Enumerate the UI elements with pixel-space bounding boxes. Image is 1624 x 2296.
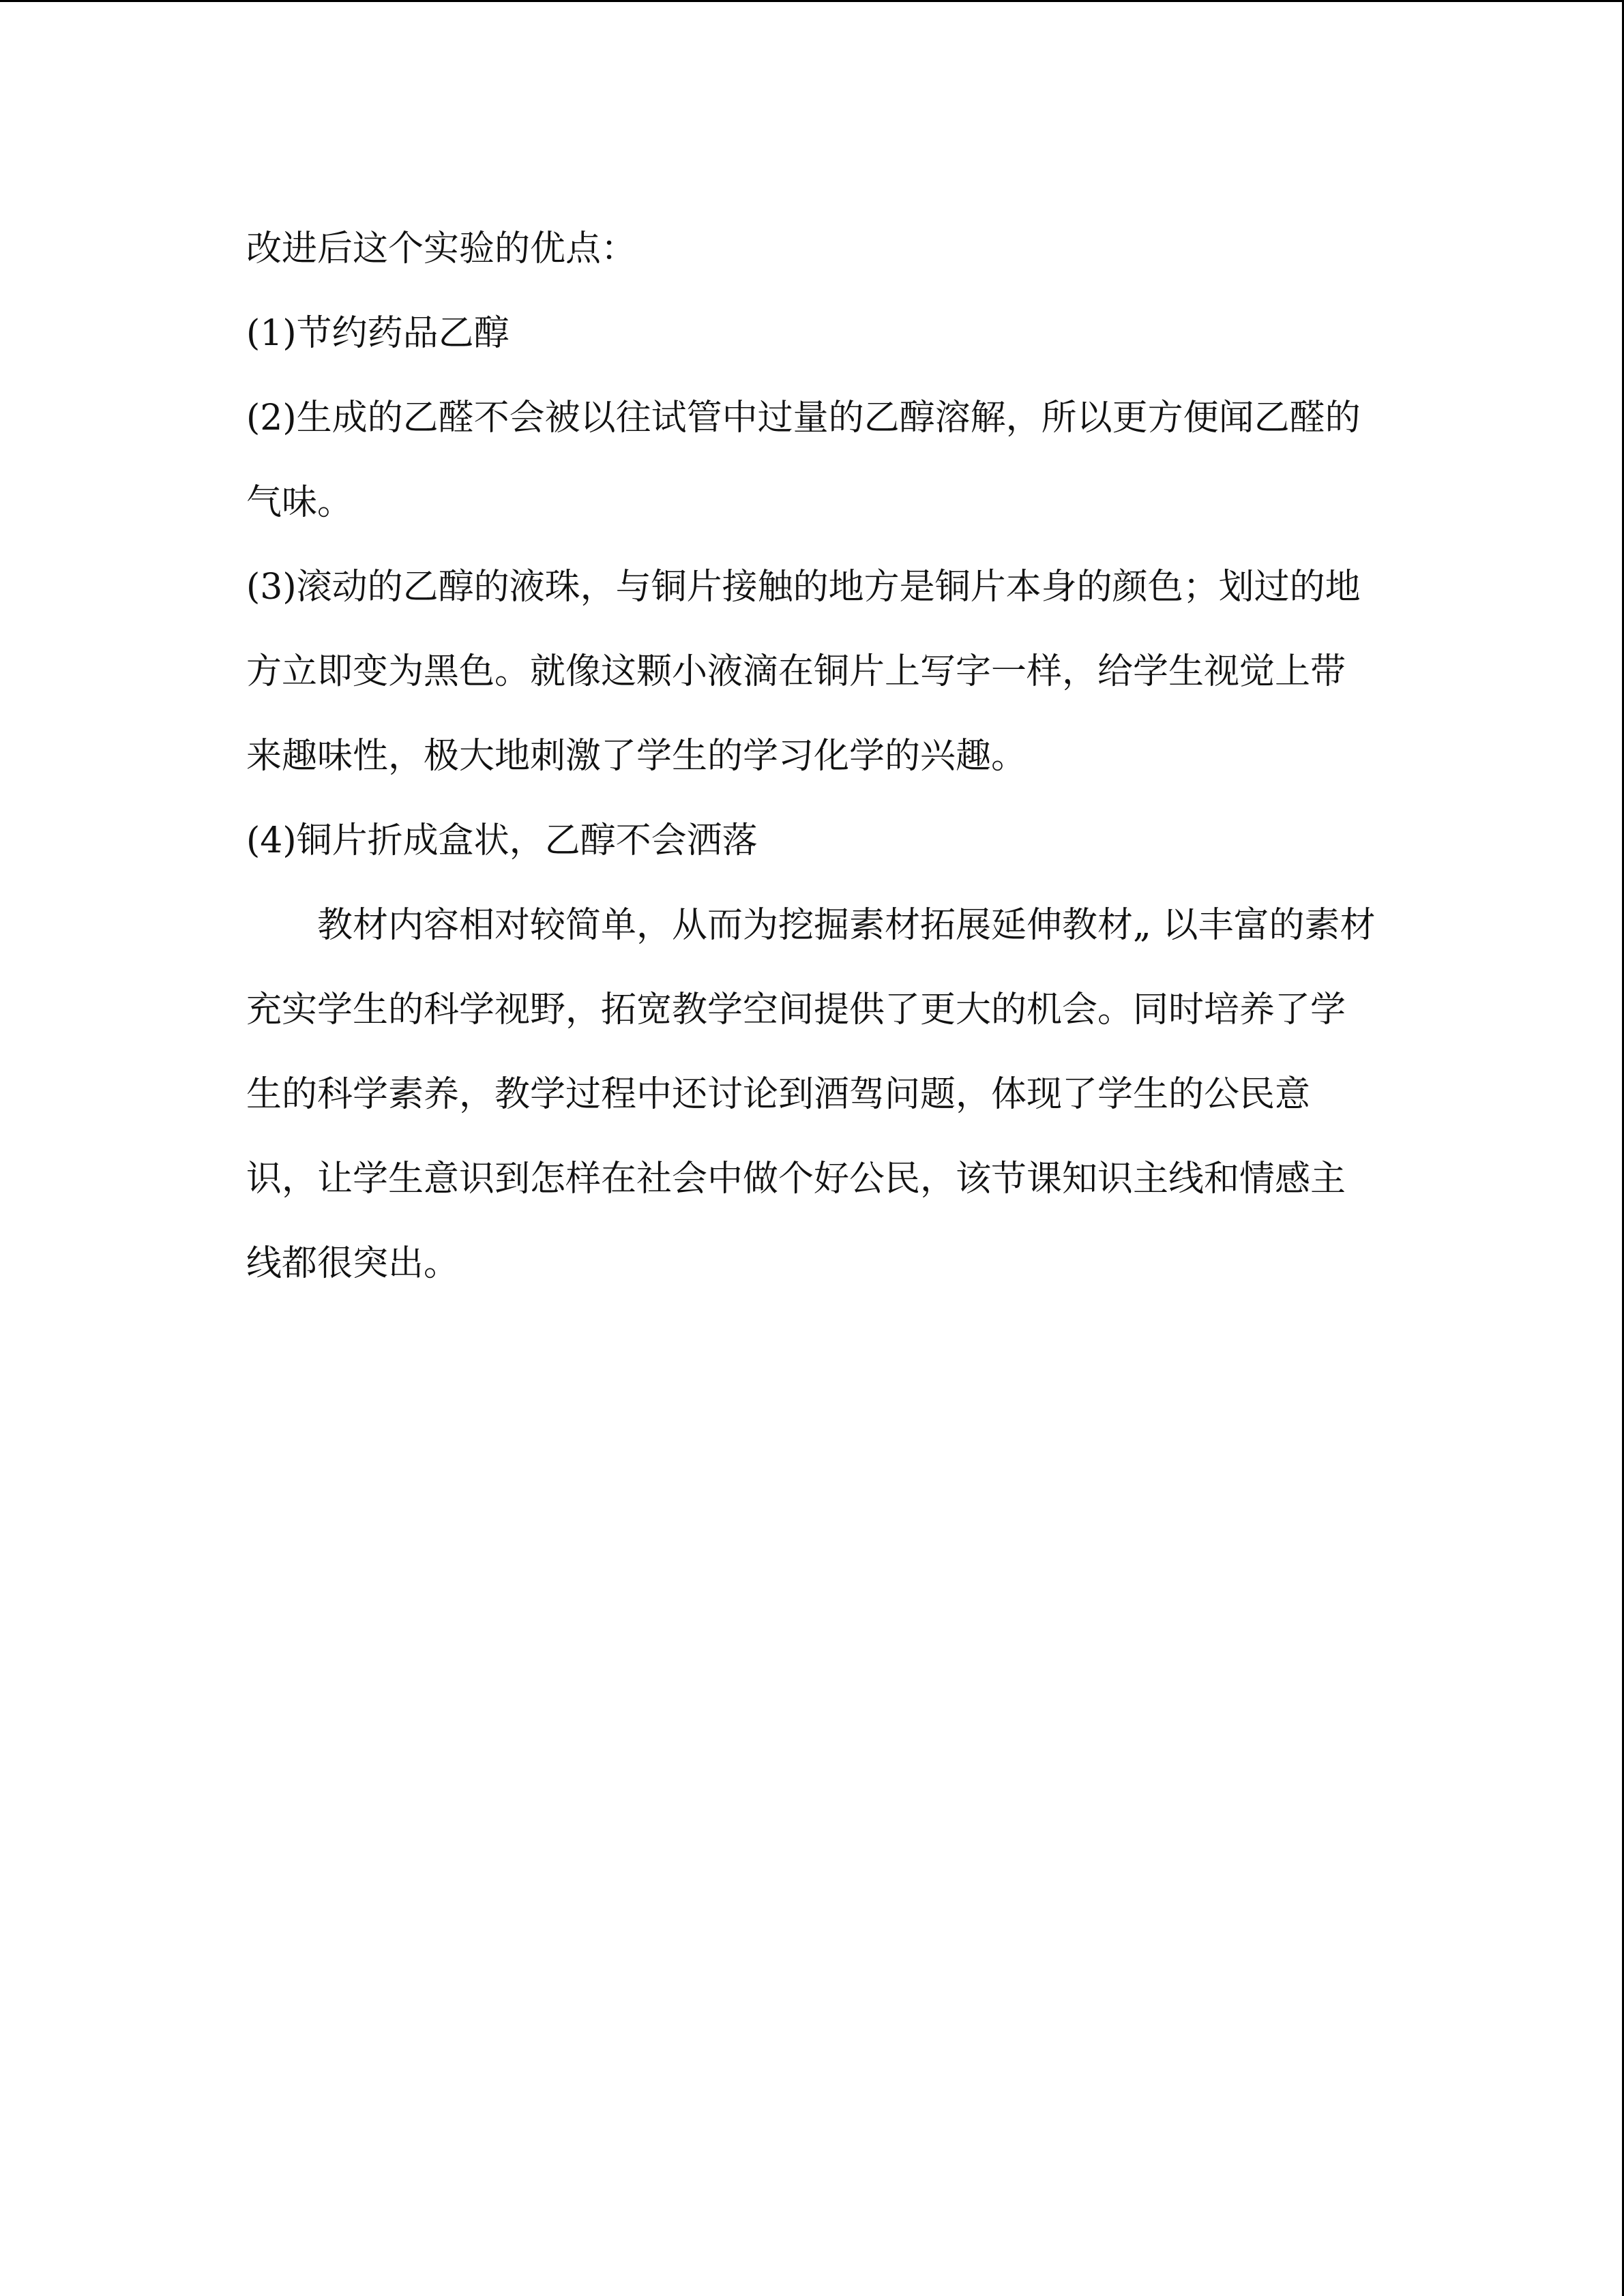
advantage-item-4: (4)铜片折成盒状，乙醇不会洒落 [246,820,758,861]
advantage-item-2: (2)生成的乙醛不会被以往试管中过量的乙醇溶解，所以更方便闻乙醛的气味。 [246,398,1361,523]
summary-paragraph: 教材内容相对较简单，从而为挖掘素材拓展延伸教材„ 以丰富的素材充实学生的科学视野，拓宽教学空间提供了更大的机会。同时培养了学生的科学素养，教学过程中还讨论到酒驾问题，体现了学生的公民意识，让学生意识到怎样在社会中做个好公民，该节课知识主线和情感主线都很突出。 [246,905,1376,1284]
advantage-item-3: (3)滚动的乙醇的液珠，与铜片接触的地方是铜片本身的颜色；划过的地方立即变为黑色。就像这颗小液滴在铜片上写字一样，给学生视觉上带来趣味性，极大地刺激了学生的学习化学的兴趣。 [246,567,1361,777]
advantage-item-1: (1)节约药品乙醇 [246,313,510,354]
document-body [246,207,1378,1306]
advantages-heading: 改进后这个实验的优点： [246,228,637,269]
